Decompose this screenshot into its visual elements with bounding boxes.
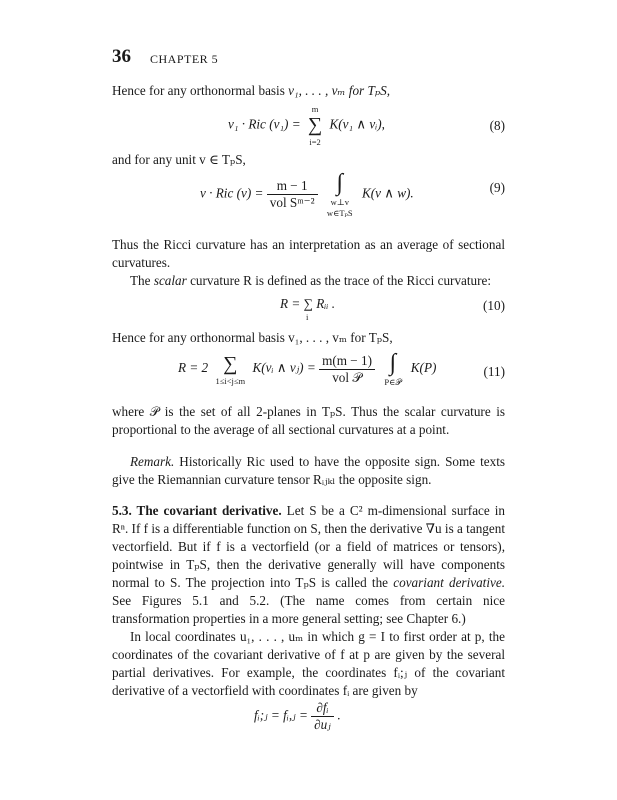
eq8-sum-top: m (311, 104, 319, 114)
page-number: 36 (112, 46, 131, 67)
eq9-fraction (267, 178, 318, 211)
remark-label: Remark. (130, 454, 175, 469)
eq11-sigma-icon: ∑ (223, 352, 238, 375)
equation-10 (280, 296, 335, 322)
eq8-number: (8) (489, 118, 505, 133)
eq11-mid: K(vᵢ ∧ vⱼ) = (252, 360, 316, 376)
paragraph-1 (112, 82, 505, 100)
p1-text: Hence for any orthonormal basis (112, 83, 285, 98)
chapter-header: CHAPTER 5 (150, 52, 219, 66)
eq9-int-sub1: w⊥v (330, 197, 349, 207)
eq-last-den: ∂uⱼ (311, 716, 334, 733)
section-5-3 (112, 502, 505, 628)
eq-last-fraction (311, 700, 334, 733)
section-title: 5.3. The covariant derivative. (112, 503, 282, 518)
equation-9 (200, 170, 414, 219)
eq-last-lhs: fᵢ;ⱼ = fᵢ,ⱼ = (254, 707, 308, 723)
eq-last-end: . (337, 707, 341, 723)
section-p1-italic: covariant derivative. (393, 575, 506, 590)
eq9-integral-icon: ∫ (336, 170, 344, 196)
eq11-sum (215, 353, 245, 386)
section-p2: In local coordinates u₁, . . . , uₘ in which g = I to first order at p, the coordinates of the covariant derivative of f at p are given by the several partial derivatives. For example, the coordinates fᵢ;ⱼ of the covariant derivative of a vectorfield with coordinates fᵢ are given by (112, 629, 505, 698)
eq11-integral (384, 350, 401, 388)
p4-b: curvature R is defined as the trace of the Ricci curvature: (190, 273, 492, 288)
eq8-rhs: K(v₁ ∧ vᵢ), (329, 116, 385, 132)
eq9-integral (327, 170, 353, 219)
eq8-lhs: v₁ · Ric (v₁) = (228, 116, 301, 132)
eq9-num: m − 1 (276, 178, 308, 193)
paragraph-4 (112, 272, 505, 290)
eq11-rhs: K(P) (410, 360, 437, 376)
eq11-integral-icon: ∫ (389, 350, 397, 376)
remark (112, 453, 505, 489)
eq10-expr: R = ∑ Rᵢᵢ . (280, 296, 336, 311)
p1-math: v₁, . . . , vₘ for TₚS, (288, 83, 390, 98)
p4-a: The (130, 273, 151, 288)
paragraph-3: Thus the Ricci curvature has an interpretation as an average of sectional curvatures. (112, 237, 505, 270)
eq11-den: vol 𝒫 (319, 369, 375, 386)
eq9-number: (9) (489, 180, 505, 195)
paragraph-2: and for any unit v ∈ TₚS, (112, 152, 246, 167)
eq11-number: (11) (483, 364, 505, 379)
eq9-lhs: v · Ric (v) = (200, 185, 264, 201)
eq11-lhs: R = 2 (178, 360, 209, 376)
equation-covariant (254, 700, 340, 733)
eq8-sigma-icon: ∑ (307, 114, 323, 136)
equation-11 (178, 350, 436, 388)
eq9-den: vol Sᵐ⁻² (267, 194, 318, 211)
eq9-rhs: K(v ∧ w). (361, 185, 414, 201)
eq11-sum-sub: 1≤i<j≤m (215, 375, 246, 386)
section-p1: Let S be a C² m-dimensional surface in Rⁿ. If f is a differentiable function on S, then the derivative ∇u is a tangent vectorfield. But if f is a vectorfield (or a field of matrices or tensors), pointwise in TₚS, then the derivative generally will have components normal to S. The projection into TₚS is called the (112, 503, 505, 590)
eq11-int-sub: P∈𝒫 (384, 377, 402, 387)
remark-text: Historically Ric used to have the opposite sign. Some texts give the Riemannian curvature tensor Rᵢⱼₖₗ the opposite sign. (112, 454, 505, 487)
section-p1-end: See Figures 5.1 and 5.2. (The name comes from certain nice transformation properties in a more general setting; see Chapter 6.) (112, 593, 505, 626)
eq8-sum (308, 104, 322, 147)
p4-italic: scalar (153, 273, 187, 288)
eq10-number: (10) (483, 298, 505, 313)
eq10-sub: i (306, 312, 309, 322)
eq8-sum-bottom: i=2 (309, 137, 321, 147)
equation-8 (228, 104, 385, 147)
eq9-int-sub2: w∈TₚS (326, 208, 353, 218)
paragraph-5: Hence for any orthonormal basis v₁, . . . , vₘ for TₚS, (112, 330, 393, 345)
paragraph-6: where 𝒫 is the set of all 2-planes in TₚS. Thus the scalar curvature is proportional to the average of all sectional curvatures at a point. (112, 404, 505, 437)
eq-last-num: ∂fᵢ (316, 700, 329, 715)
eq11-fraction (319, 353, 375, 386)
eq11-num: m(m − 1) (322, 352, 373, 368)
